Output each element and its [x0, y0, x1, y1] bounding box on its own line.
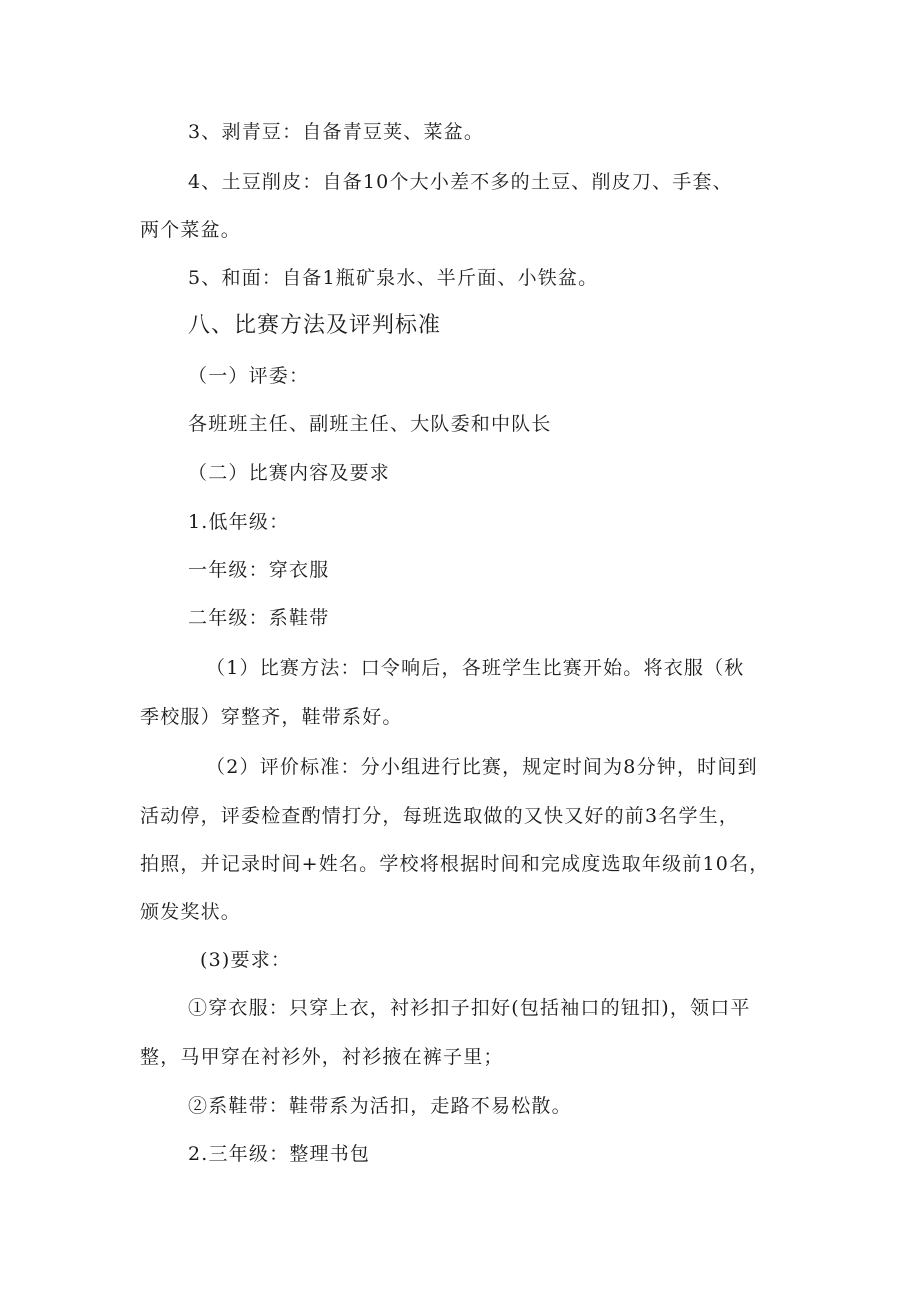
paragraph-line-method-1: （1）比赛方法：口令响后，各班学生比赛开始。将衣服（秋 — [206, 657, 745, 679]
paragraph-line-criteria-4: 颁发奖状。 — [140, 901, 242, 923]
paragraph-line-lower-grade: 1.低年级： — [188, 511, 290, 533]
paragraph-line-grade-one: 一年级：穿衣服 — [188, 559, 330, 581]
paragraph-line-grade-three: 2.三年级：整理书包 — [188, 1143, 371, 1165]
paragraph-line-dress-2: 整，马甲穿在衬衫外，衬衫掖在裤子里； — [140, 1046, 504, 1068]
paragraph-line-judges: 各班班主任、副班主任、大队委和中队长 — [188, 413, 552, 435]
paragraph-line-1: 3、剥青豆：自备青豆荚、菜盆。 — [188, 121, 485, 143]
paragraph-line-4: 5、和面：自备1瓶矿泉水、半斤面、小铁盆。 — [188, 267, 599, 289]
paragraph-line-criteria-3: 拍照，并记录时间+姓名。学校将根据时间和完成度选取年级前10名， — [140, 853, 770, 875]
paragraph-line-3: 两个菜盆。 — [140, 219, 242, 241]
paragraph-line-grade-two: 二年级：系鞋带 — [188, 607, 330, 629]
paragraph-line-dress-1: ①穿衣服：只穿上衣，衬衫扣子扣好(包括袖口的钮扣)，领口平 — [188, 997, 751, 1019]
paragraph-line-criteria-2: 活动停，评委检查酌情打分，每班选取做的又快又好的前3名学生， — [140, 805, 740, 827]
paragraph-line-requirements: (3)要求： — [200, 949, 292, 971]
paragraph-line-shoelace: ②系鞋带：鞋带系为活扣，走路不易松散。 — [188, 1095, 572, 1117]
paragraph-line-method-2: 季校服）穿整齐，鞋带系好。 — [140, 706, 403, 728]
subsection-heading-content: （二）比赛内容及要求 — [188, 462, 391, 484]
subsection-heading-judges: （一）评委： — [188, 365, 310, 387]
paragraph-line-2: 4、土豆削皮：自备10个大小差不多的土豆、削皮刀、手套、 — [188, 171, 733, 193]
section-heading: 八、比赛方法及评判标准 — [188, 313, 442, 338]
paragraph-line-criteria-1: （2）评价标准：分小组进行比赛，规定时间为8分钟，时间到 — [206, 756, 758, 778]
